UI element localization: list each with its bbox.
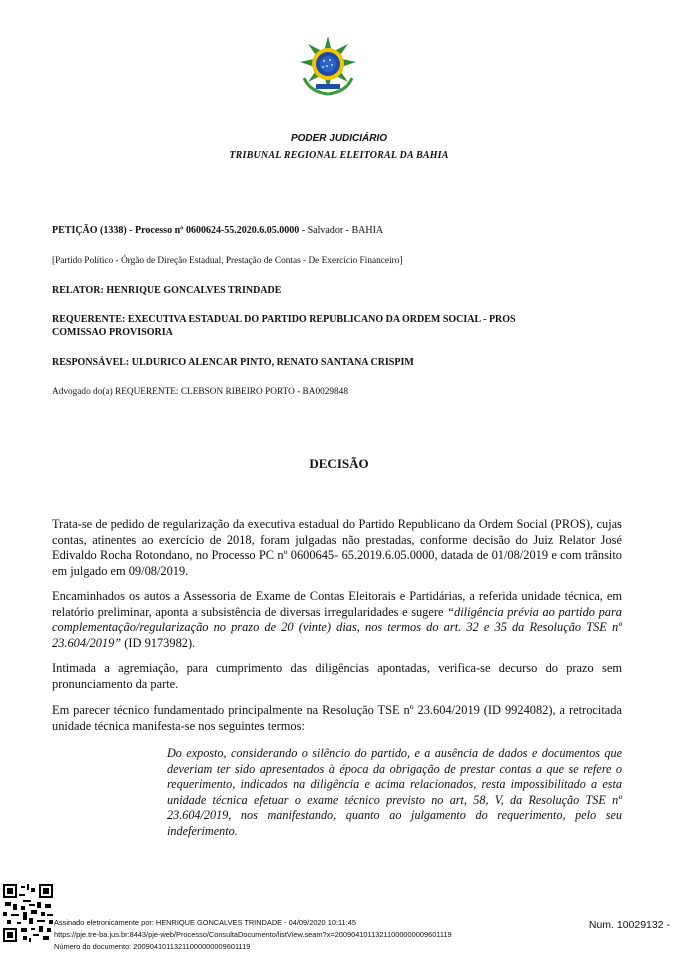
- paragraph-1: Trata-se de pedido de regularização da executiva estadual do Partido Republicano da Ordem Social (PROS), cujas contas, atinentes ao exercício de 2018, foram julgadas não prestadas, conforme decisão do Juiz Relator José Edivaldo Rocha Rotondano, no Processo PC nº 0600645- 65.2019.6.05.0000, datada de 01/08/2019 e com trânsito em julgado em 09/08/2019.: [52, 517, 622, 578]
- qr-code-icon: [3, 884, 53, 942]
- requerente-line-1: REQUERENTE: EXECUTIVA ESTADUAL DO PARTIDO REPUBLICANO DA ORDEM SOCIAL - PROS: [52, 314, 516, 325]
- court-name-heading: TRIBUNAL REGIONAL ELEITORAL DA BAHIA: [229, 150, 449, 161]
- footer-document-url[interactable]: https://pje.tre-ba.jus.br:8443/pje-web/Processo/ConsultaDocumento/listView.seam?x=20090410113211000000009601119: [54, 930, 452, 939]
- court-branch-heading: PODER JUDICIÁRIO: [290, 133, 388, 144]
- paragraph-3: Intimada a agremiação, para cumprimento das diligências apontadas, verifica-se decurso do prazo sem pronunciamento da parte.: [52, 661, 622, 691]
- paragraph-2: [52, 589, 622, 651]
- case-requerente: [52, 313, 632, 339]
- paragraph-2-quote: “diligência prévia ao partido para complementação/regularização no prazo de 20 (vinte) dias, nos termos do art. 32 e 35 da Resolução TSE nº 23.604/2019”: [52, 604, 622, 650]
- paragraph-2-text-b: (ID 9173982).: [121, 635, 196, 650]
- case-subject: [Partido Político - Órgão de Direção Estadual, Prestação de Contas - De Exercício Financeiro]: [52, 256, 403, 266]
- case-location: - Salvador - BAHIA: [299, 225, 384, 236]
- case-number-line: [52, 224, 632, 237]
- technical-opinion-quote: Do exposto, considerando o silêncio do partido, e a ausência de dados e documentos que deveriam ter sido apresentados à época da obrigação de prestar contas a que se refere o requerimento, indicados na diligência e acima relacionados, resta impossibilitado a esta unidade técnica efetuar o exame técnico previsto no art, 58, V, da Resolução TSE nº 23.604/2019, nos manifestando, quanto ao julgamento do requerimento, pelo seu indeferimento.: [167, 746, 622, 838]
- case-relator: RELATOR: HENRIQUE GONCALVES TRINDADE: [52, 285, 282, 296]
- case-number: PETIÇÃO (1338) - Processo nº 0600624-55.2020.6.05.0000: [52, 225, 300, 236]
- decision-title: DECISÃO: [309, 456, 369, 471]
- case-responsavel: RESPONSÁVEL: ULDURICO ALENCAR PINTO, RENATO SANTANA CRISPIM: [52, 357, 414, 368]
- footer-page-number: Num. 10029132 -: [588, 919, 670, 931]
- brazil-coat-of-arms-icon: [296, 34, 360, 98]
- paragraph-2-text-a: Encaminhados os autos a Assessoria de Exame de Contas Eleitorais e Partidárias, a referida unidade técnica, em relatório preliminar, aponta a subsistência de diversas irregularidades e sugere: [52, 589, 622, 619]
- case-advogado: Advogado do(a) REQUERENTE: CLEBSON RIBEIRO PORTO - BA0029848: [52, 387, 348, 397]
- footer-document-number: Número do documento: 20090410113211000000009601119: [54, 942, 251, 951]
- paragraph-4: Em parecer técnico fundamentado principalmente na Resolução TSE nº 23.604/2019 (ID 9924082), a retrocitada unidade técnica manifesta-se nos seguintes termos:: [52, 703, 622, 733]
- footer-signed-by: Assinado eletronicamente por: HENRIQUE GONCALVES TRINDADE - 04/09/2020 10:11:45: [54, 918, 356, 927]
- requerente-line-2: COMISSAO PROVISORIA: [52, 327, 173, 338]
